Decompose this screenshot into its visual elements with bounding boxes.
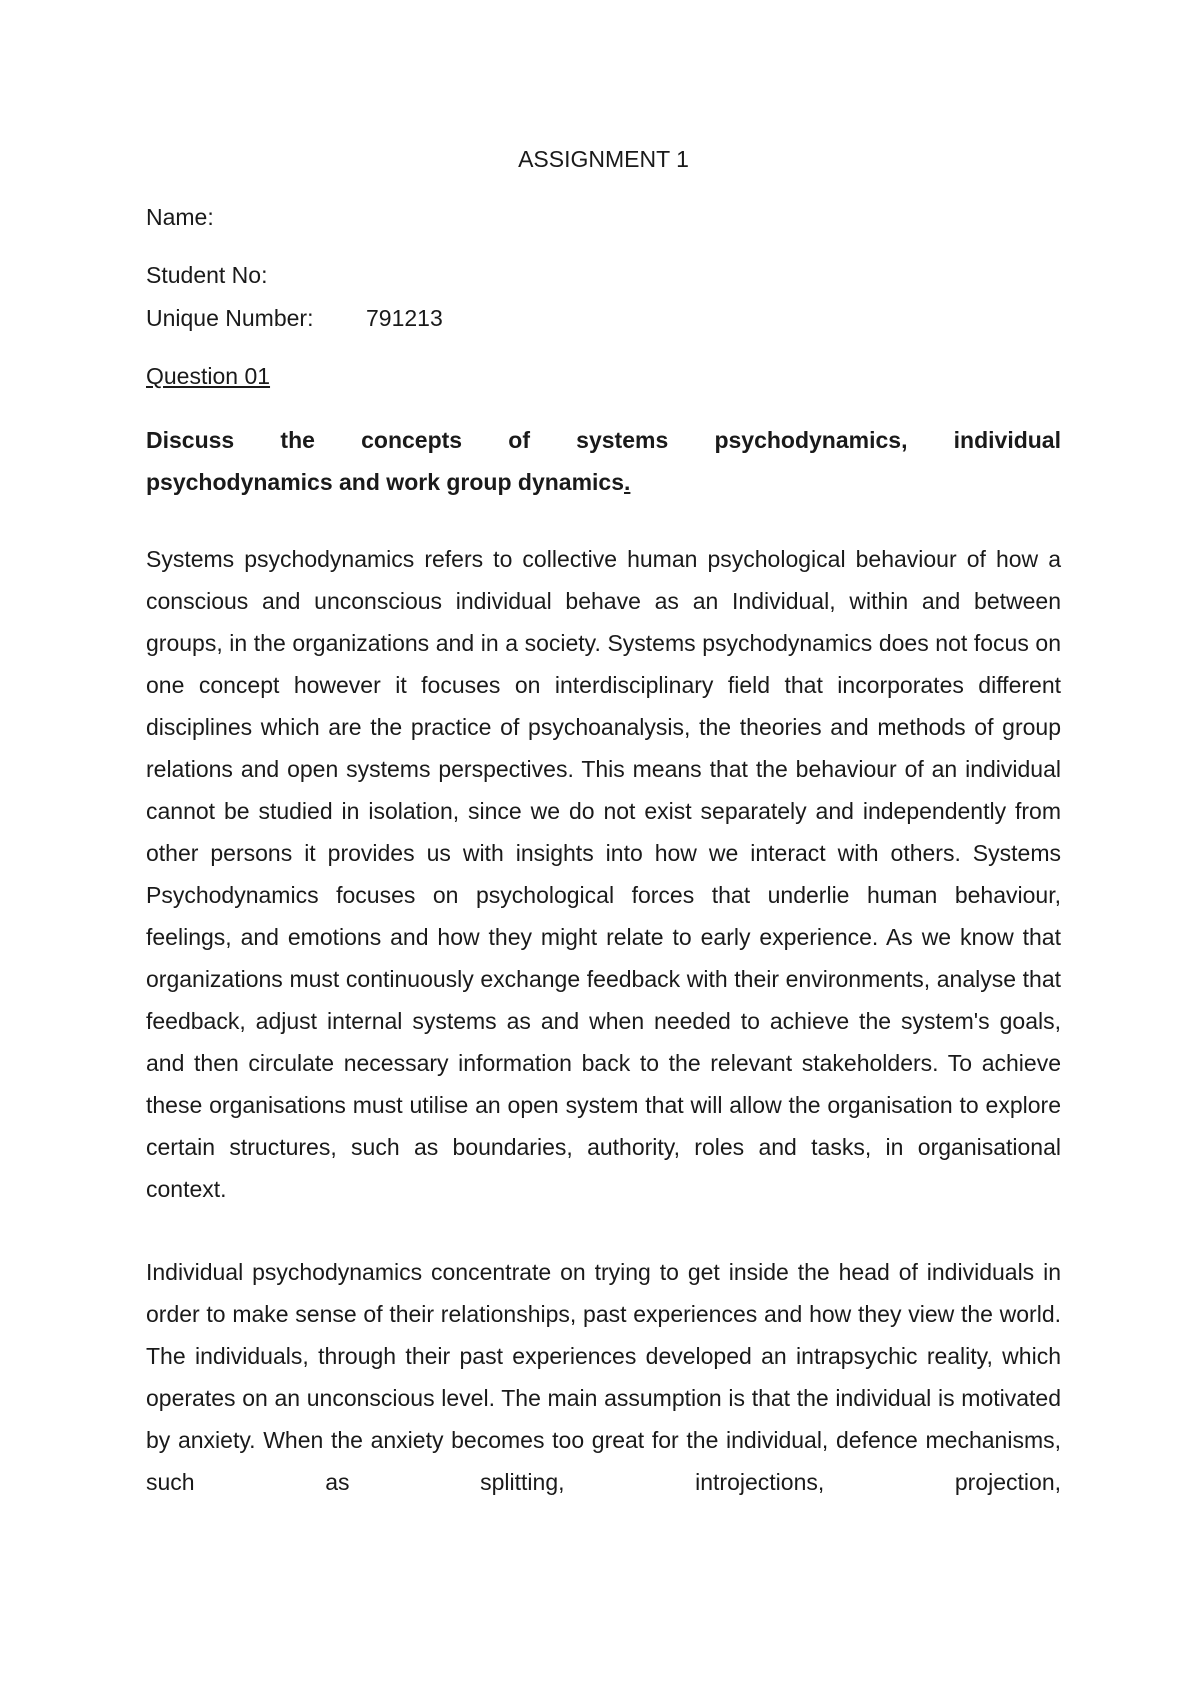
- document-title: ASSIGNMENT 1: [518, 146, 689, 172]
- question-prompt-trail: .: [624, 469, 631, 495]
- question-prompt-line-2: psychodynamics and work group dynamics: [146, 469, 625, 495]
- name-label: Name:: [146, 204, 214, 230]
- unique-number-label: Unique Number:: [146, 305, 314, 331]
- question-label: Question 01: [146, 363, 271, 389]
- name-field: [146, 202, 1061, 232]
- student-number-label: Student No:: [146, 262, 268, 288]
- student-number-field: [146, 260, 1061, 290]
- question-prompt-line-1: Discuss the concepts of systems psychodynamics, individual: [146, 427, 1061, 453]
- paragraph-individual-psychodynamics: Individual psychodynamics concentrate on trying to get inside the head of individuals in order to make sense of their relationships, past experiences and how they view the world. The individuals, through their past experiences developed an intrapsychic reality, which operates on an unconscious level. The main assumption is that the individual is motivated by anxiety. When the anxiety becomes too great for the individual, defence mechanisms, such as splitting, introjections, projection,: [146, 1259, 1061, 1495]
- question-prompt: [146, 419, 1061, 503]
- unique-number-field: [146, 303, 1061, 333]
- paragraph-systems-psychodynamics: Systems psychodynamics refers to collective human psychological behaviour of how a conscious and unconscious individual behave as an Individual, within and between groups, in the organizations and in a society. Systems psychodynamics does not focus on one concept however it focuses on interdisciplinary field that incorporates different disciplines which are the practice of psychoanalysis, the theories and methods of group relations and open systems perspectives. This means that the behaviour of an individual cannot be studied in isolation, since we do not exist separately and independently from other persons it provides us with insights into how we interact with others. Systems Psychodynamics focuses on psychological forces that underlie human behaviour, feelings, and emotions and how they might relate to early experience. As we know that organizations must continuously exchange feedback with their environments, analyse that feedback, adjust internal systems as and when needed to achieve the system's goals, and then circulate necessary information back to the relevant stakeholders. To achieve these organisations must utilise an open system that will allow the organisation to explore certain structures, such as boundaries, authority, roles and tasks, in organisational context.: [146, 546, 1061, 1202]
- unique-number-value: 791213: [366, 305, 443, 331]
- document-body: [146, 144, 1061, 1544]
